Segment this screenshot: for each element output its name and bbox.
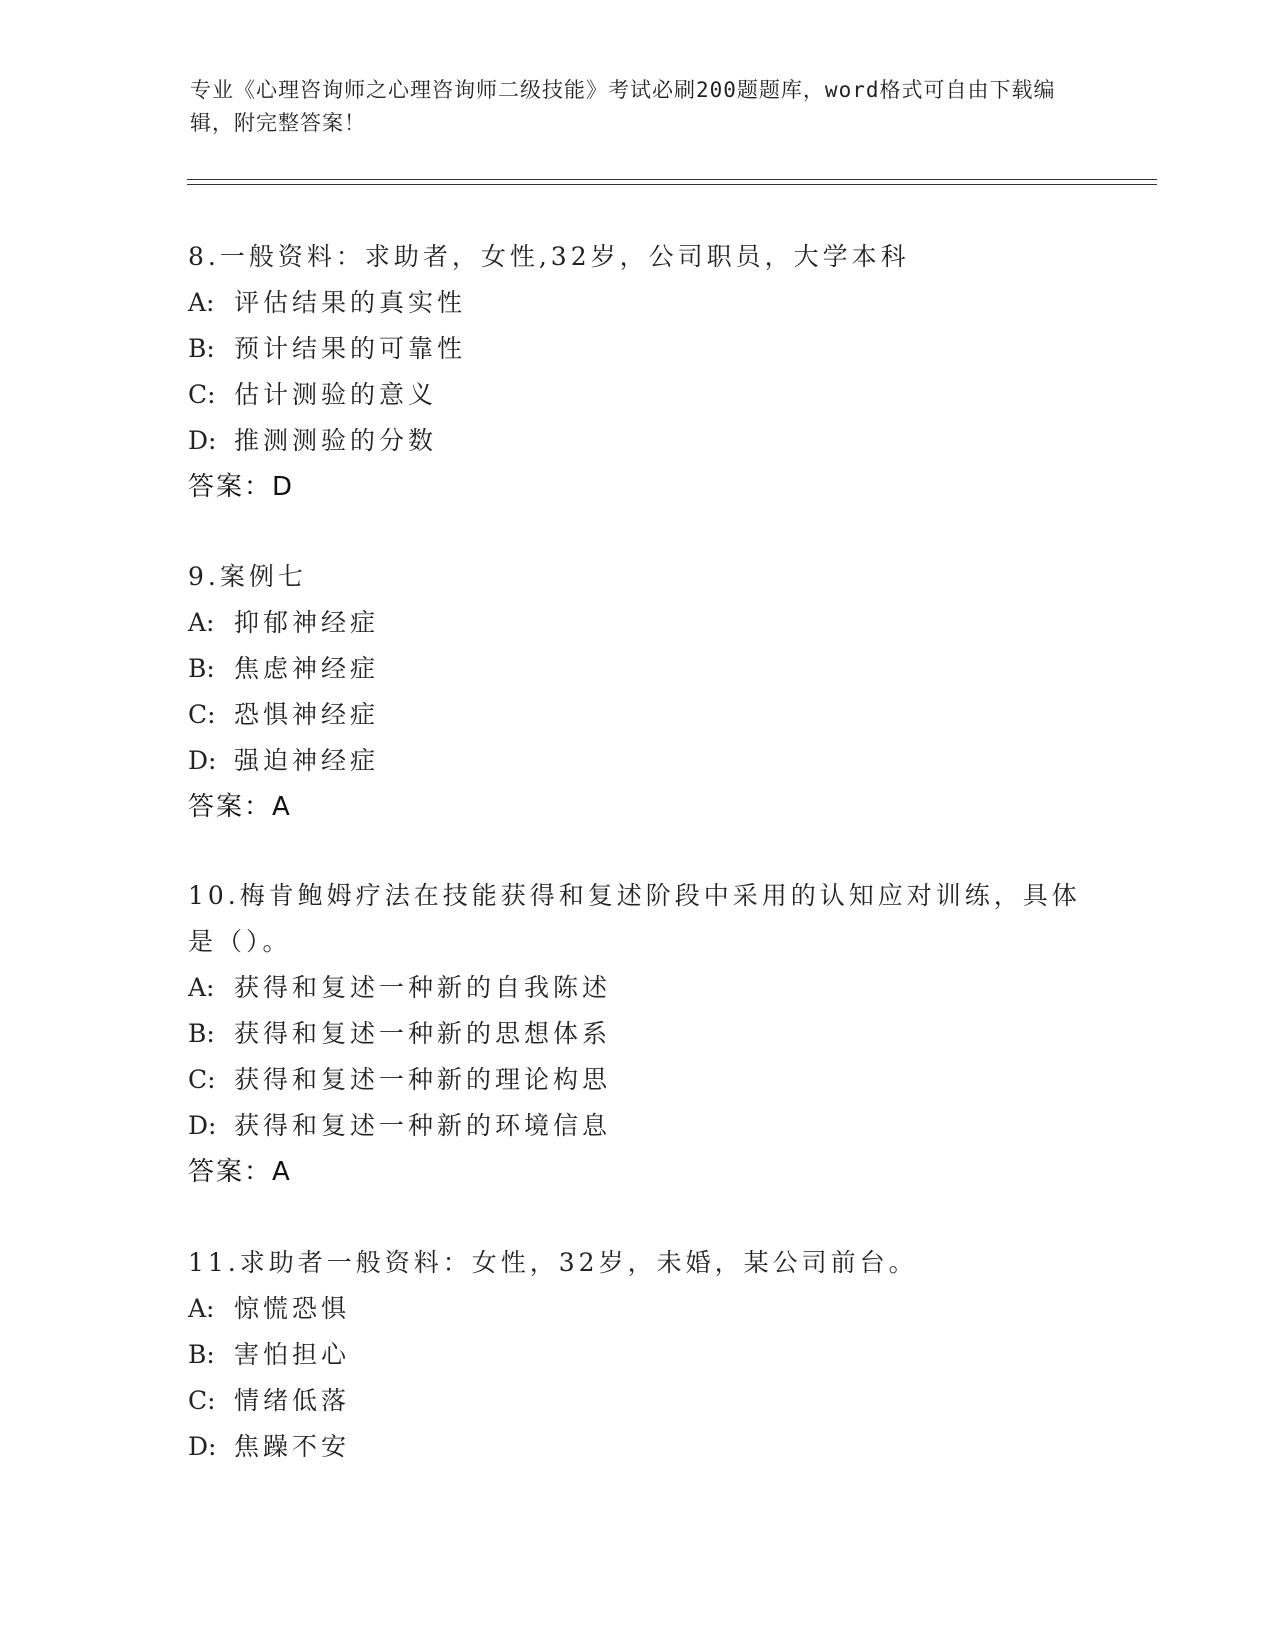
question-text: 一般资料：求助者，女性,32岁，公司职员，大学本科 (219, 242, 910, 271)
option-key: A: (188, 1294, 215, 1323)
question-number: 9. (188, 562, 220, 591)
question-text: 梅肯鲍姆疗法在技能获得和复述阶段中采用的认知应对训练，具体是（）。 (188, 881, 1081, 956)
option-text: 推测测验的分数 (234, 426, 438, 455)
option-d (188, 1103, 1088, 1149)
option-text: 焦虑神经症 (234, 654, 380, 683)
question-stem (188, 554, 1088, 600)
answer-value: A (272, 1157, 292, 1187)
option-d (188, 1424, 1088, 1470)
question-stem (188, 1240, 1088, 1286)
answer-label: 答案： (188, 1157, 273, 1187)
option-key: A: (188, 973, 215, 1002)
option-a (188, 965, 1088, 1011)
option-text: 恐惧神经症 (234, 700, 380, 729)
option-key: D: (188, 426, 217, 455)
question-number: 11. (188, 1248, 240, 1277)
question-9 (188, 554, 1088, 830)
answer-value: D (272, 472, 295, 502)
option-key: C: (188, 700, 216, 729)
question-text: 案例七 (219, 562, 307, 591)
option-key: D: (188, 1111, 217, 1140)
option-text: 抑郁神经症 (234, 608, 380, 637)
option-text: 获得和复述一种新的理论构思 (234, 1065, 612, 1094)
option-key: D: (188, 746, 217, 775)
option-b (188, 1011, 1088, 1057)
question-8 (188, 234, 1088, 510)
option-key: B: (188, 654, 215, 683)
option-text: 获得和复述一种新的思想体系 (234, 1019, 612, 1048)
option-text: 估计测验的意义 (234, 380, 438, 409)
header-divider-top (187, 179, 1157, 180)
option-text: 获得和复述一种新的环境信息 (234, 1111, 612, 1140)
option-c (188, 692, 1088, 738)
answer-label: 答案： (188, 792, 273, 822)
option-key: D: (188, 1432, 217, 1461)
option-d (188, 738, 1088, 784)
option-a (188, 280, 1088, 326)
option-key: B: (188, 334, 215, 363)
answer-line (188, 784, 1088, 830)
option-key: C: (188, 380, 216, 409)
option-a (188, 600, 1088, 646)
question-stem (188, 873, 1088, 965)
answer-label: 答案： (188, 472, 273, 502)
option-key: B: (188, 1019, 215, 1048)
option-a (188, 1286, 1088, 1332)
option-text: 获得和复述一种新的自我陈述 (234, 973, 612, 1002)
question-text: 求助者一般资料：女性，32岁，未婚，某公司前台。 (239, 1248, 918, 1277)
option-key: B: (188, 1340, 215, 1369)
question-number: 10. (188, 881, 240, 910)
answer-value: A (272, 792, 292, 822)
question-stem (188, 234, 1088, 280)
header-divider-bottom (187, 184, 1157, 185)
option-c (188, 372, 1088, 418)
option-text: 害怕担心 (234, 1340, 351, 1369)
option-b (188, 646, 1088, 692)
answer-line (188, 464, 1088, 510)
option-text: 评估结果的真实性 (234, 288, 467, 317)
option-d (188, 418, 1088, 464)
option-key: C: (188, 1386, 216, 1415)
option-key: C: (188, 1065, 216, 1094)
option-key: A: (188, 288, 215, 317)
document-intro: 专业《心理咨询师之心理咨询师二级技能》考试必刷200题题库，word格式可自由下载编辑，附完整答案！ (190, 78, 1056, 135)
option-c (188, 1057, 1088, 1103)
answer-line (188, 1149, 1088, 1195)
option-text: 惊慌恐惧 (234, 1294, 351, 1323)
option-text: 焦躁不安 (234, 1432, 351, 1461)
question-10 (188, 873, 1088, 1195)
option-text: 预计结果的可靠性 (234, 334, 467, 363)
option-text: 强迫神经症 (234, 746, 380, 775)
option-c (188, 1378, 1088, 1424)
question-number: 8. (188, 242, 220, 271)
option-key: A: (188, 608, 215, 637)
option-text: 情绪低落 (234, 1386, 351, 1415)
option-b (188, 326, 1088, 372)
question-11 (188, 1240, 1088, 1470)
option-b (188, 1332, 1088, 1378)
